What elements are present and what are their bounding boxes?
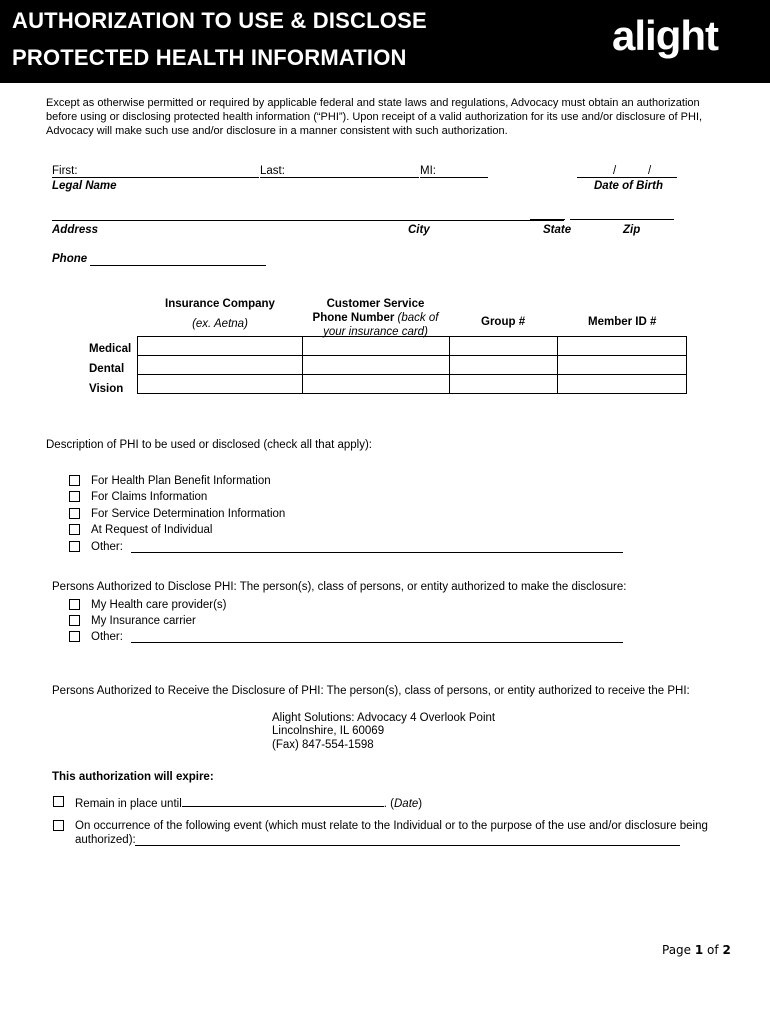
option-disclose-other: Other: bbox=[91, 631, 123, 643]
phone-number-text: Phone Number bbox=[312, 312, 395, 324]
page-prefix: Page bbox=[662, 943, 695, 957]
zip-field[interactable] bbox=[570, 219, 674, 220]
description-other-field[interactable] bbox=[131, 552, 623, 553]
option-remain-until bbox=[75, 796, 422, 810]
alight-logo: alight bbox=[612, 12, 718, 59]
dental-group-cell[interactable] bbox=[450, 356, 558, 375]
intro-line1: Except as otherwise permitted or required by applicable federal and state laws and regulations, Advocacy must obtain an authorization bbox=[46, 97, 700, 109]
option-occurrence-event-line2: authorized): bbox=[75, 834, 136, 846]
page-total: 2 bbox=[722, 943, 731, 957]
last-name-field[interactable] bbox=[260, 177, 419, 178]
first-name-field[interactable] bbox=[52, 177, 259, 178]
row-label-vision: Vision bbox=[89, 383, 124, 395]
insurance-company-header bbox=[150, 297, 290, 331]
checkbox-request-of-individual[interactable] bbox=[69, 524, 80, 535]
row-label-dental: Dental bbox=[89, 363, 125, 375]
option-request-of-individual: At Request of Individual bbox=[91, 524, 213, 536]
recipient-address-line1: Alight Solutions: Advocacy 4 Overlook Point bbox=[272, 712, 496, 724]
date-of-birth-label: Date of Birth bbox=[594, 180, 663, 192]
vision-group-cell[interactable] bbox=[450, 375, 558, 394]
medical-member-id-cell[interactable] bbox=[558, 337, 687, 356]
table-row bbox=[138, 375, 687, 394]
group-number-header: Group # bbox=[481, 316, 526, 328]
middle-initial-field[interactable] bbox=[420, 177, 488, 178]
option-service-determination: For Service Determination Information bbox=[91, 508, 286, 520]
zip-label: Zip bbox=[623, 224, 641, 236]
dental-phone-cell[interactable] bbox=[303, 356, 450, 375]
recipient-address-line2: Lincolnshire, IL 60069 bbox=[272, 725, 385, 737]
option-claims-information: For Claims Information bbox=[91, 491, 208, 503]
receive-heading: Persons Authorized to Receive the Disclosure of PHI: The person(s), class of persons, or entity authorized to receive the PHI: bbox=[52, 685, 690, 697]
checkbox-remain-until[interactable] bbox=[53, 796, 64, 807]
expiration-date-field[interactable] bbox=[182, 796, 384, 807]
insurance-company-title: Insurance Company bbox=[165, 298, 275, 310]
date-of-birth-field[interactable] bbox=[577, 177, 677, 178]
address-city-field[interactable] bbox=[52, 220, 564, 221]
first-name-label: First: bbox=[52, 165, 78, 177]
insurance-table bbox=[137, 336, 687, 394]
phone-field[interactable] bbox=[90, 265, 266, 266]
checkbox-description-other[interactable] bbox=[69, 541, 80, 552]
form-title-line1: AUTHORIZATION TO USE & DISCLOSE bbox=[12, 8, 427, 33]
member-id-header: Member ID # bbox=[588, 316, 657, 328]
middle-initial-label: MI: bbox=[420, 165, 436, 177]
last-name-label: Last: bbox=[260, 165, 285, 177]
checkbox-claims-information[interactable] bbox=[69, 491, 80, 502]
table-row bbox=[138, 356, 687, 375]
table-row bbox=[138, 337, 687, 356]
medical-phone-cell[interactable] bbox=[303, 337, 450, 356]
vision-member-id-cell[interactable] bbox=[558, 375, 687, 394]
remain-until-text: Remain in place until bbox=[75, 798, 182, 810]
form-title-line2: PROTECTED HEALTH INFORMATION bbox=[12, 45, 407, 70]
medical-group-cell[interactable] bbox=[450, 337, 558, 356]
legal-name-label: Legal Name bbox=[52, 180, 117, 192]
disclose-other-field[interactable] bbox=[131, 642, 623, 643]
row-label-medical: Medical bbox=[89, 343, 132, 355]
page-of: of bbox=[703, 943, 723, 957]
vision-insurance-company-cell[interactable] bbox=[138, 375, 303, 394]
expire-heading: This authorization will expire: bbox=[52, 771, 214, 783]
dob-slash-2: / bbox=[648, 165, 652, 177]
customer-service-line1: Customer Service bbox=[326, 298, 425, 310]
intro-line3: Advocacy will make such use and/or disclosure in a manner consistent with such authorization. bbox=[46, 125, 508, 137]
option-occurrence-event-line1: On occurrence of the following event (which must relate to the Individual or to the purpose of the use and/or disclosure being bbox=[75, 820, 708, 832]
back-of-text: (back of bbox=[394, 312, 439, 324]
medical-insurance-company-cell[interactable] bbox=[138, 337, 303, 356]
state-label: State bbox=[543, 224, 572, 236]
date-hint: Date bbox=[394, 798, 419, 810]
phone-label: Phone bbox=[52, 253, 88, 265]
description-heading: Description of PHI to be used or disclosed (check all that apply): bbox=[46, 439, 372, 451]
insurance-card-text: your insurance card) bbox=[323, 326, 428, 338]
intro-line2: before using or disclosing protected health information (“PHI”). Upon receipt of a valid authorization for its use and/or disclosure of PHI, bbox=[46, 111, 703, 123]
date-open-paren: . ( bbox=[383, 798, 394, 810]
dental-member-id-cell[interactable] bbox=[558, 356, 687, 375]
option-description-other: Other: bbox=[91, 541, 123, 553]
recipient-fax: (Fax) 847-554-1598 bbox=[272, 739, 374, 751]
state-field[interactable] bbox=[530, 219, 565, 220]
page-indicator bbox=[662, 943, 731, 957]
dob-slash-1: / bbox=[613, 165, 617, 177]
checkbox-service-determination[interactable] bbox=[69, 508, 80, 519]
checkbox-health-care-provider[interactable] bbox=[69, 599, 80, 610]
page-number: 1 bbox=[694, 943, 704, 957]
date-close-paren: ) bbox=[418, 798, 423, 810]
vision-phone-cell[interactable] bbox=[303, 375, 450, 394]
address-label: Address bbox=[52, 224, 99, 236]
checkbox-insurance-carrier[interactable] bbox=[69, 615, 80, 626]
header-bar bbox=[0, 0, 770, 83]
option-insurance-carrier: My Insurance carrier bbox=[91, 615, 196, 627]
dental-insurance-company-cell[interactable] bbox=[138, 356, 303, 375]
checkbox-disclose-other[interactable] bbox=[69, 631, 80, 642]
insurance-company-example: (ex. Aetna) bbox=[192, 318, 248, 330]
option-health-care-provider: My Health care provider(s) bbox=[91, 599, 227, 611]
option-health-plan-benefit: For Health Plan Benefit Information bbox=[91, 475, 271, 487]
occurrence-event-field[interactable] bbox=[135, 845, 680, 846]
customer-service-header bbox=[298, 297, 453, 339]
city-label: City bbox=[408, 224, 430, 236]
checkbox-occurrence-event[interactable] bbox=[53, 820, 64, 831]
disclose-heading: Persons Authorized to Disclose PHI: The person(s), class of persons, or entity authorized to make the disclosure: bbox=[52, 581, 627, 593]
checkbox-health-plan-benefit[interactable] bbox=[69, 475, 80, 486]
